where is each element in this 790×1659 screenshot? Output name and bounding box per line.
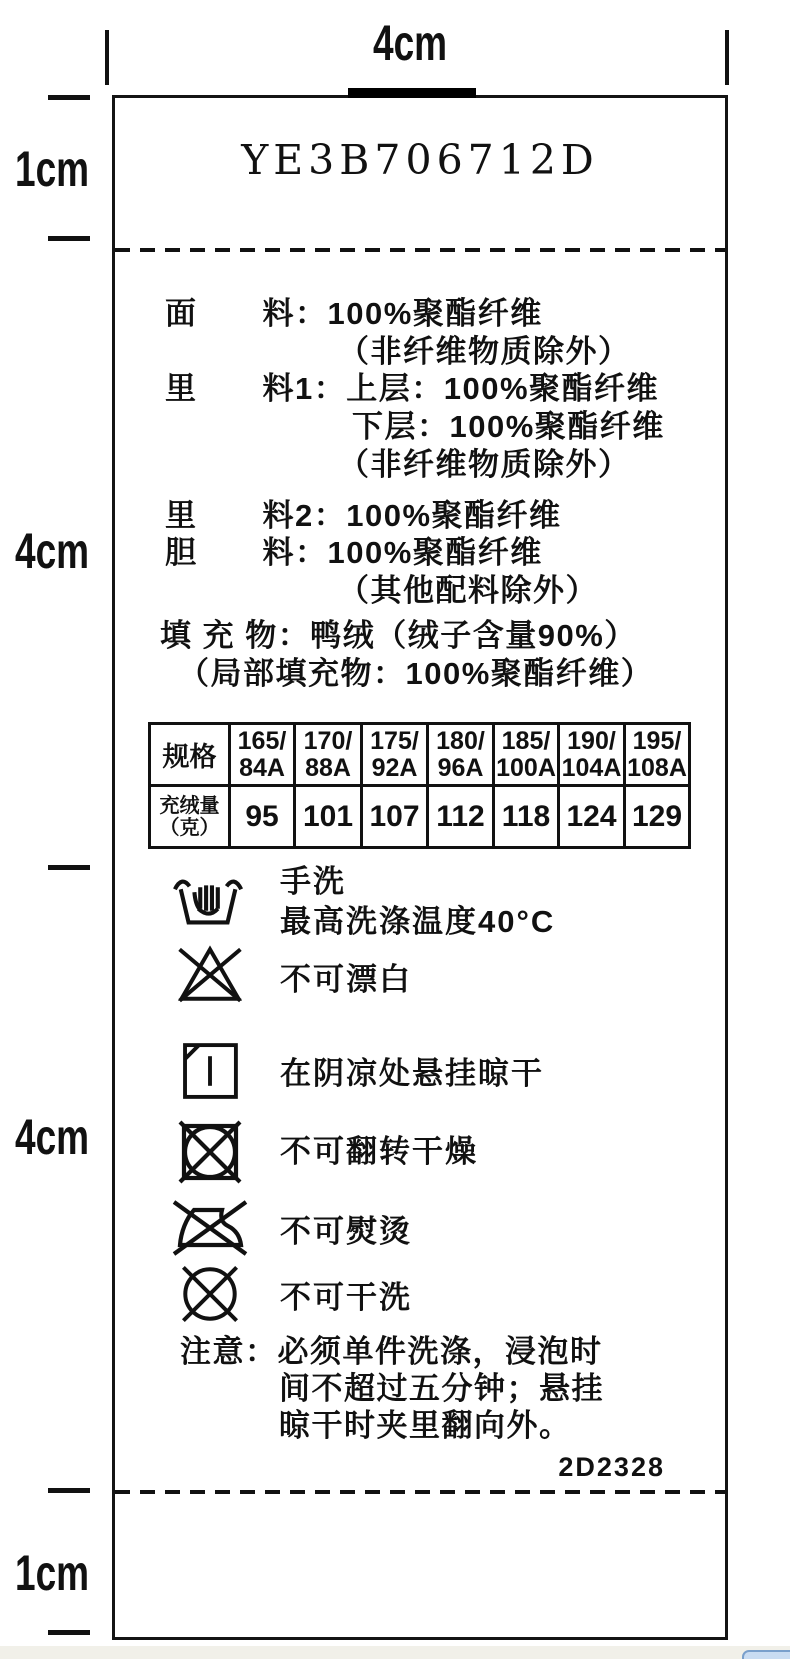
care-instruction-line: 不可漂白: [280, 962, 412, 997]
table-header-size: 190/ 104A: [559, 724, 625, 786]
composition-line: 里 料1：上层：100%聚酯纤维: [165, 371, 660, 406]
care-instruction-line: 不可翻转干燥: [280, 1134, 478, 1169]
left-dimension-1cm-top: 1cm: [15, 141, 90, 197]
table-cell-fill-value: 95: [230, 786, 295, 848]
table-header-size: 185/ 100A: [494, 724, 559, 786]
dimension-tick: [48, 95, 90, 100]
table-cell-fill-value: 118: [494, 786, 559, 848]
composition-line: 胆 料：100%聚酯纤维: [165, 535, 543, 570]
care-instruction-line: 手洗: [280, 864, 346, 899]
dimension-tick: [48, 865, 90, 870]
care-instruction-text: [280, 1054, 544, 1094]
note-line: 间不超过五分钟；悬挂: [279, 1371, 604, 1406]
fold-line-top: [115, 248, 725, 252]
table-label-fill-weight: 充绒量 （克）: [150, 786, 230, 848]
care-instruction-text: [280, 1212, 412, 1252]
table-cell-fill-value: 107: [362, 786, 428, 848]
style-code: 2D2328: [558, 1452, 665, 1482]
left-dimension-4cm-lower: 4cm: [15, 1109, 90, 1165]
dimension-tick: [725, 30, 729, 85]
composition-line: （其他配料除外）: [338, 573, 598, 608]
do-not-tumble-dry-icon: [168, 1112, 252, 1192]
do-not-bleach-icon: [168, 938, 252, 1014]
table-header-size: 195/ 108A: [625, 724, 690, 786]
size-fill-table-wrap: [148, 722, 691, 849]
composition-line: （非纤维物质除外）: [338, 447, 631, 482]
do-not-dry-clean-icon: [168, 1256, 252, 1332]
partial-button[interactable]: [742, 1650, 790, 1659]
table-header-size: 180/ 96A: [428, 724, 494, 786]
page-background-strip: [0, 1646, 790, 1659]
care-instruction-line: 不可熨烫: [280, 1214, 412, 1249]
dimension-tick: [48, 236, 90, 241]
top-width-dimension: 4cm: [372, 15, 448, 71]
dimension-tick: [48, 1630, 90, 1635]
table-row: [150, 786, 690, 848]
table-cell-fill-value: 101: [295, 786, 362, 848]
table-row: [150, 724, 690, 786]
article-code: YE3B706712D: [241, 136, 599, 184]
size-fill-table: [148, 722, 691, 849]
note-line: 注意：必须单件洗涤，浸泡时: [180, 1334, 603, 1369]
composition-line: 填 充 物：鸭绒（绒子含量90%）: [160, 618, 637, 653]
dimension-tick: [105, 30, 109, 85]
composition-line: 面 料：100%聚酯纤维: [165, 296, 543, 331]
care-instruction-text: [280, 1278, 412, 1318]
care-instruction-text: [280, 1132, 478, 1172]
dimension-tick: [48, 1488, 90, 1493]
left-dimension-4cm-upper: 4cm: [15, 523, 90, 579]
care-instruction-line: 在阴凉处悬挂晾干: [280, 1056, 544, 1091]
composition-line: 里 料2：100%聚酯纤维: [165, 498, 562, 533]
table-cell-fill-value: 112: [428, 786, 494, 848]
left-dimension-1cm-bottom: 1cm: [15, 1545, 90, 1601]
composition-line: （非纤维物质除外）: [338, 334, 631, 369]
do-not-iron-icon: [168, 1196, 252, 1258]
care-instruction-text: [280, 960, 412, 1000]
fold-line-bottom: [115, 1490, 725, 1494]
table-cell-fill-value: 124: [559, 786, 625, 848]
line-dry-in-shade-icon: [168, 1034, 252, 1108]
table-header-size: 165/ 84A: [230, 724, 295, 786]
care-note: [180, 1333, 670, 1444]
top-center-mark: [348, 88, 476, 98]
hand-wash-icon: [168, 860, 252, 938]
composition-line: 下层：100%聚酯纤维: [352, 409, 665, 444]
note-label: 注意：: [180, 1334, 278, 1369]
table-cell-fill-value: 129: [625, 786, 690, 848]
composition-line: （局部填充物：100%聚酯纤维）: [178, 656, 654, 691]
care-instruction-text: [280, 862, 555, 942]
note-line: 晾干时夹里翻向外。: [279, 1408, 572, 1443]
table-header-size: 170/ 88A: [295, 724, 362, 786]
care-instruction-line: 不可干洗: [280, 1280, 412, 1315]
table-header-size: 175/ 92A: [362, 724, 428, 786]
care-instruction-line: 最高洗涤温度40°C: [280, 904, 556, 939]
table-header-spec: 规格: [150, 724, 230, 786]
